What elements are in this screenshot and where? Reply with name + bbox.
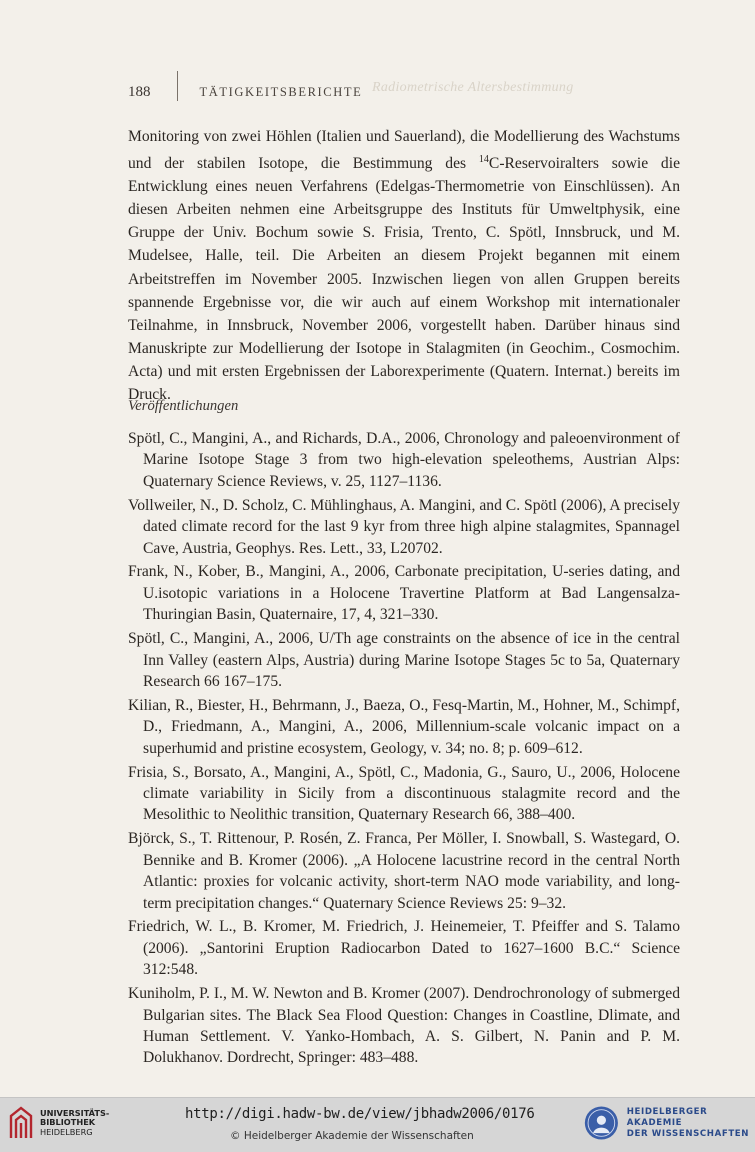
viewer-footer-bar [0,1097,755,1152]
academy-seal-icon [583,1103,620,1143]
reference-item: Kuniholm, P. I., M. W. Newton and B. Kromer (2007). Dendrochronology of submerged Bulgarian sites. The Black Sea Flood Question: Changes in Coastline, Dlimate, and Human Settlement. V. Yanko-Hombach, A. S. Gilbert, N. Panin and P. M. Dolukhanov. Dordrecht, Springer: 483–488. [128,985,680,1067]
reference-item: Friedrich, W. L., B. Kromer, M. Friedrich, J. Heinemeier, T. Pfeiffer and S. Talamo (2006). „Santorini Eruption Radiocarbon Dated to 1627–1600 B.C.“ Science 312:548. [128,918,680,979]
library-logo-icon [8,1106,34,1140]
header-divider [177,71,178,101]
permalink-url[interactable]: http://digi.hadw-bw.de/view/jbhadw2006/0176 [185,1106,535,1122]
academy-logo-block[interactable] [583,1103,755,1143]
academy-line-1: HEIDELBERGER AKADEMIE [626,1106,708,1128]
show-through-text: Radiometrische Altersbestimmung [372,80,574,95]
running-title: TÄTIGKEITSBERICHTE [199,84,363,99]
library-line-3: HEIDELBERG [40,1126,93,1137]
academy-line-2: DER WISSENSCHAFTEN [626,1128,750,1139]
reference-item: Frisia, S., Borsato, A., Mangini, A., Spötl, C., Madonia, G., Sauro, U., 2006, Holocene climate variability in Sicily from a discontinuous stalagmite record and the Mesolithic to Neolithic transition, Quaternary Research 66, 388–400. [128,763,680,824]
academy-name [627,1107,755,1140]
superscript-14: 14 [478,154,489,166]
reference-item: Björck, S., T. Rittenour, P. Rosén, Z. Franca, Per Möller, I. Snowball, S. Wastegard, O. Bennike and B. Kromer (2006). „A Holocene lacustrine record in the central North Atlantic: proxies for volcanic activity, short-term NAO mode variability, and long-term precipitation changes.“ Quaternary Science Reviews 25: 9–32. [128,830,680,912]
library-line-2: BIBLIOTHEK [40,1117,96,1128]
paragraph-text-rest: C-Reservoiralters sowie die Entwicklung eines neuen Verfahrens (Edelgas-Thermometrie von Einschlüssen). An diesen Arbeiten nehmen eine Arbeitsgruppe des Instituts für Umweltphysik, eine Gruppe der Univ. Bochum sowie S. Frisia, Trento, C. Spötl, Innsbruck, und M. Mudelsee, Halle, teil. Die Arbeiten an diesem Projekt begannen mit einem Arbeitstreffen im November 2005. Inzwischen liegen von allen Gruppen bereits spannende Ergebnisse vor, die wir auch auf einem Workshop mit internationaler Teilnahme, in Innsbruck, November 2006, vorgestellt haben. Darüber hinaus sind Manuskripte zur Modellierung der Isotope in Stalagmiten (in Geochim., Cosmochim. Acta) und mit ersten Ergebnissen der Laborexperimente (Quatern. Internat.) bereits im Druck. [128,155,680,404]
reference-item: Spötl, C., Mangini, A., and Richards, D.A., 2006, Chronology and paleoenvironment of Marine Isotope Stage 3 from two high-elevation speleothems, Austrian Alps: Quaternary Science Reviews, v. 25, 1127–1136. [128,430,680,490]
reference-item: Kilian, R., Biester, H., Behrmann, J., Baeza, O., Fesq-Martin, M., Hohner, M., Schimpf, D., Friedmann, A., Mangini, A., 2006, Millennium-scale volcanic impact on a superhumid and pristine ecosystem, Geology, v. 34; no. 8; p. 609–612. [128,696,680,757]
library-name [40,1109,109,1138]
paragraph-text-start: Monitoring von zwei Höhlen (Italien und Sauerland), die Modellierung des Wachstums und der stabilen Isotope, die Bestimmung des [128,128,680,173]
intro-paragraph [128,125,680,406]
reference-list [128,428,680,1071]
section-heading-publications: Veröffentlichungen [128,398,239,414]
library-logo-block[interactable] [8,1106,109,1140]
body-text [128,125,680,406]
library-line-1: UNIVERSITÄTS- [40,1107,110,1118]
reference-item: Frank, N., Kober, B., Mangini, A., 2006, Carbonate precipitation, U-series dating, and U.isotopic variations in a Holocene Travertine Platform at Bad Langensalza-Thuringian Basin, Quaternaire, 17, 4, 321–330. [128,563,680,624]
copyright-notice: © Heidelberger Akademie der Wissenschaften [230,1130,474,1142]
reference-item: Vollweiler, N., D. Scholz, C. Mühlinghaus, A. Mangini, and C. Spötl (2006), A precisely dated climate record for the last 9 kyr from three high alpine stalagmites, Spannagel Cave, Austria, Geophys. Res. Lett., 33, L20702. [128,496,680,557]
page-number: 188 [128,83,151,100]
page-header [128,80,362,104]
reference-item: Spötl, C., Mangini, A., 2006, U/Th age constraints on the absence of ice in the central Inn Valley (eastern Alps, Austria) during Marine Isotope Stages 5c to 5a, Quaternary Research 66 167–175. [128,630,680,690]
